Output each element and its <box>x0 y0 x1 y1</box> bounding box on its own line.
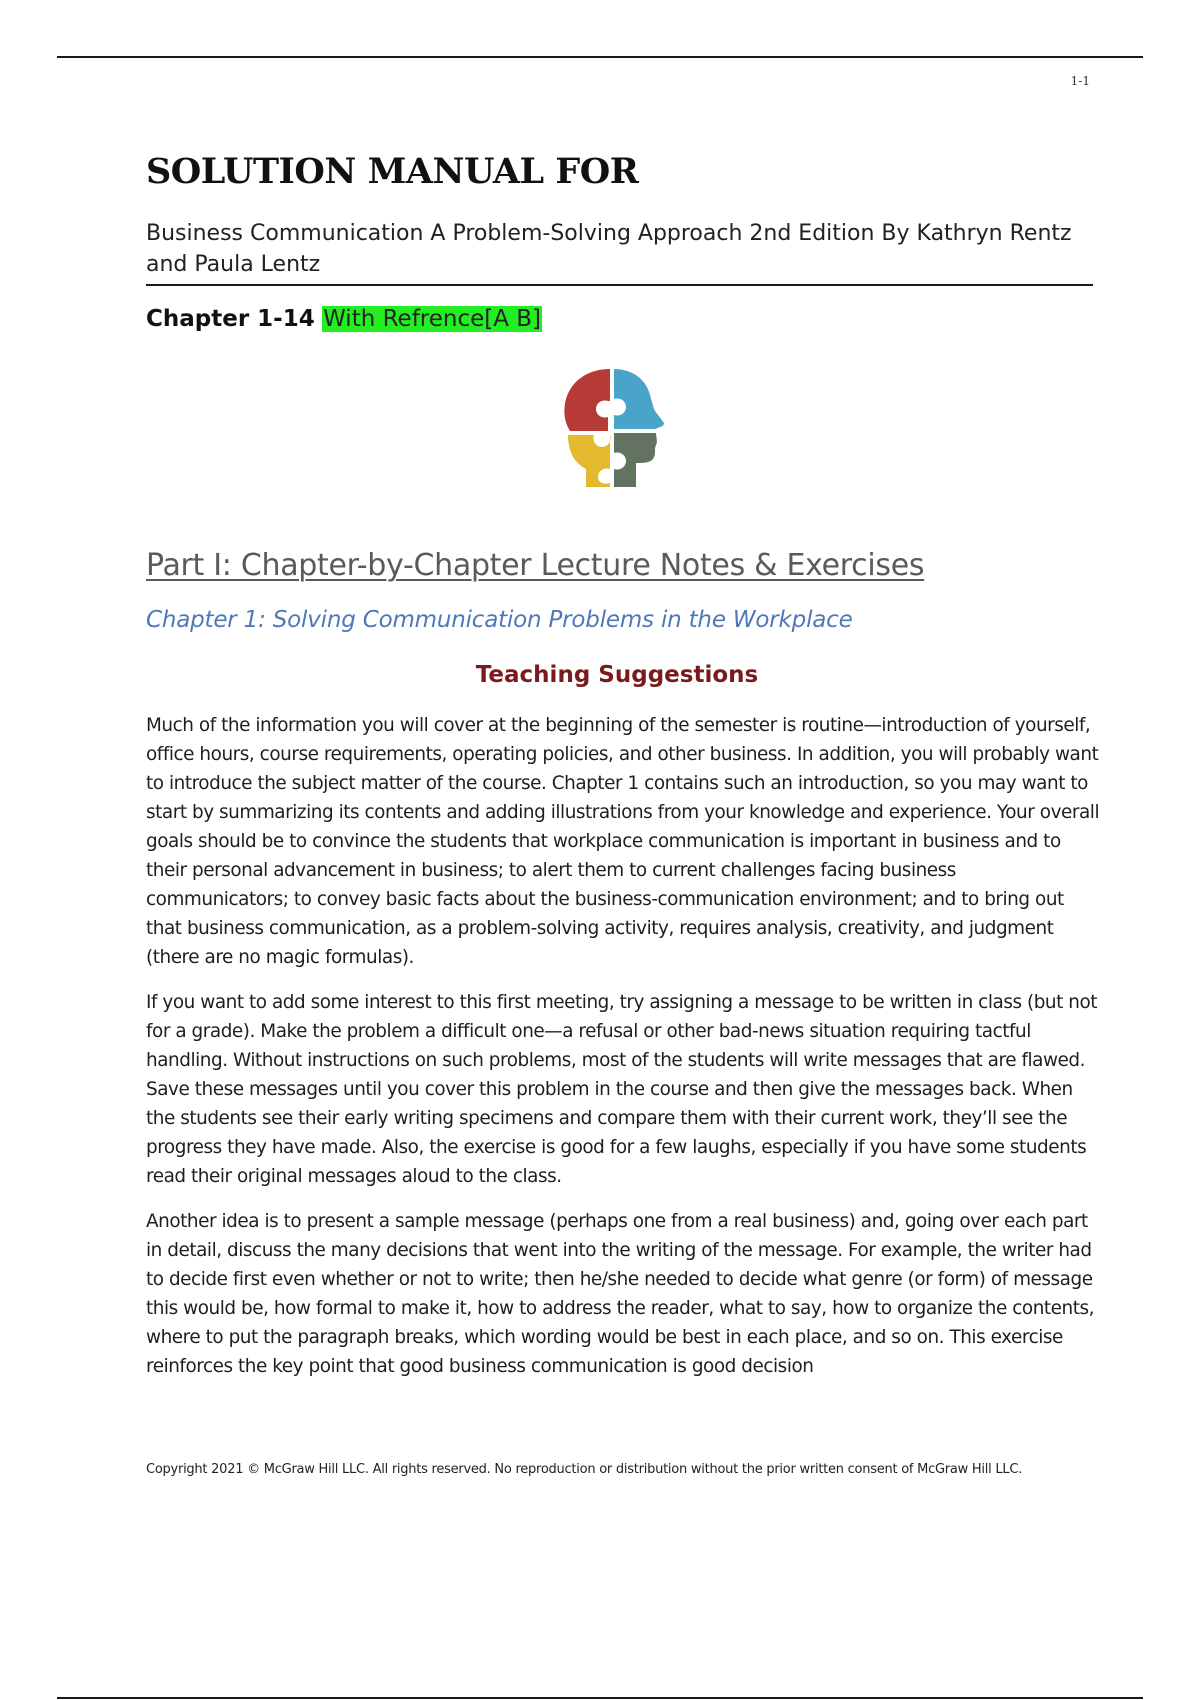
title-divider <box>146 284 1093 286</box>
puzzle-head-icon <box>560 365 670 491</box>
top-page-rule <box>57 56 1143 58</box>
chapter-heading: Chapter 1: Solving Communication Problems in the Workplace <box>146 607 853 633</box>
section-heading: Teaching Suggestions <box>475 662 759 688</box>
document-title: SOLUTION MANUAL FOR <box>146 151 639 192</box>
page-number: 1-1 <box>1070 74 1090 88</box>
bottom-page-rule <box>57 1697 1143 1699</box>
reference-highlight: With Refrence[A B] <box>323 306 542 332</box>
puzzle-piece-red <box>564 369 610 431</box>
chapter-range-label: Chapter 1-14 <box>146 306 315 332</box>
document-subtitle: Business Communication A Problem-Solving Approach 2nd Edition By Kathryn Rentz and Paula Lentz <box>146 221 1072 277</box>
body-text <box>146 711 1101 1397</box>
copyright-footer: Copyright 2021 © McGraw Hill LLC. All rights reserved. No reproduction or distribution without the prior written consent of McGraw Hill LLC. <box>146 1462 1023 1477</box>
puzzle-piece-blue <box>614 369 664 429</box>
puzzle-piece-yellow <box>568 435 611 487</box>
puzzle-piece-green <box>614 433 657 487</box>
chapter-range <box>146 304 542 334</box>
paragraph: Much of the information you will cover at the beginning of the semester is routine—introduction of yourself, office hours, course requirements, operating policies, and other business. In addition, you will probably want to introduce the subject matter of the course. Chapter 1 contains such an introduction, so you may want to start by summarizing its contents and adding illustrations from your knowledge and experience. Your overall goals should be to convince the students that workplace communication is important in business and to their personal advancement in business; to alert them to current challenges facing business communicators; to convey basic facts about the business-communication environment; and to bring out that business communication, as a problem-solving activity, requires analysis, creativity, and judgment (there are no magic formulas). <box>146 715 1100 968</box>
paragraph: If you want to add some interest to this first meeting, try assigning a message to be written in class (but not for a grade). Make the problem a difficult one—a refusal or other bad-news situation requiring tactful handling. Without instructions on such problems, most of the students will write messages that are flawed. Save these messages until you cover this problem in the course and then give the messages back. When the students see their early writing specimens and compare them with their current work, they’ll see the progress they have made. Also, the exercise is good for a few laughs, especially if you have some students read their original messages aloud to the class. <box>146 992 1098 1187</box>
paragraph: Another idea is to present a sample message (perhaps one from a real business) and, going over each part in detail, discuss the many decisions that went into the writing of the message. For example, the writer had to decide first even whether or not to write; then he/she needed to decide what genre (or form) of message this would be, how formal to make it, how to address the reader, what to say, how to organize the contents, where to put the paragraph breaks, which wording would be best in each place, and so on. This exercise reinforces the key point that good business communication is good decision <box>146 1211 1095 1377</box>
part-heading: Part I: Chapter-by-Chapter Lecture Notes & Exercises <box>146 548 925 583</box>
